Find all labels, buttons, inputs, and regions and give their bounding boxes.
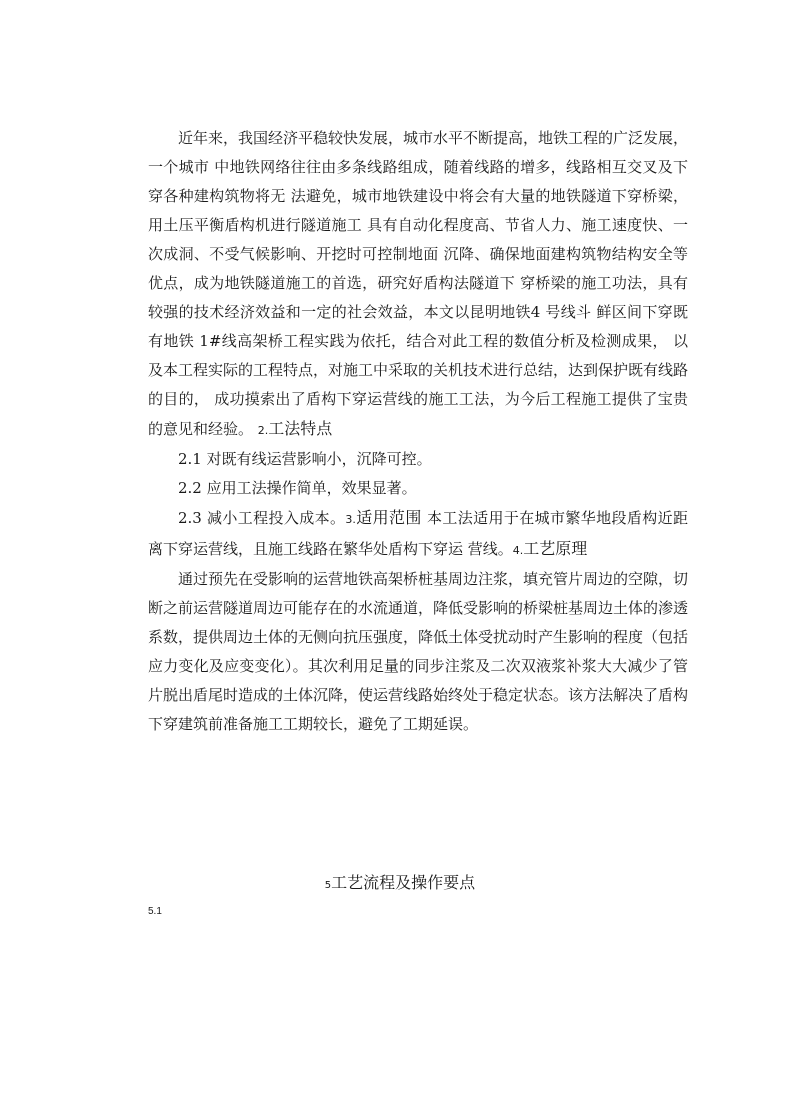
intro-paragraph [148,124,688,445]
item-2-3: 2.3 减小工程投入成本。 [178,509,346,527]
document-body [148,124,688,739]
section-3-heading: 3.适用范围 [345,508,422,527]
item-2-2: 2.2 应用工法操作简单，效果显著。 [178,479,417,497]
item-2-3-paragraph [148,503,688,565]
scope-text: 本工法适用于在城市繁华地段盾构近距离下穿运营线，且施工线路在繁华处盾构下穿运 营线。 [148,509,688,558]
principle-paragraph: 通过预先在受影响的运营地铁高架桥桩基周边注浆，填充管片周边的空隙，切断之前运营隧道周边可能存在的水流通道，降低受影响的桥梁桩基周边土体的渗透系数，提供周边土体的无侧向抗压强度，降低土体受扰动时产生影响的程度（包括应力变化及应变变化）。其次利用足量的同步注浆及二次双液浆补浆大大减少了管片脱出盾尾时造成的土体沉降，使运营线路始终处于稳定状态。该方法解决了盾构下穿建筑前准备施工工期较长，避免了工期延误。 [148,570,689,733]
section-5-heading: 5工艺流程及操作要点 [324,873,476,892]
item-2-1: 2.1 对既有线运营影响小，沉降可控。 [178,450,432,468]
section-4-heading: 4.工艺原理 [512,539,588,558]
section-2-heading: 2.工法特点 [257,419,333,438]
subsection-5-1: 5.1 [148,906,162,917]
intro-text: 近年来，我国经济平稳较快发展，城市水平不断提高，地铁工程的广泛发展，一个城市 中地铁网络往往由多条线路组成，随着线路的增多，线路相互交叉及下穿各种建构筑物将无 法避免，城市地铁建设中将会有大量的地铁隧道下穿桥梁，用土压平衡盾构机进行隧道施工 具有自动化程度高、节省人力、施工速度快、一次成洞、不受气候影响、开挖时可控制地面 沉降、确保地面建构筑物结构安全等优点，成为地铁隧道施工的首选，研究好盾构法隧道下 穿桥梁的施工功法，具有较强的技术经济效益和一定的社会效益，本文以昆明地铁4 号线斗 鲜区间下穿既有地铁 1#线高架桥工程实践为依托，结合对此工程的数值分析及检测成果， 以及本工程实际的工程特点，对施工中采取的关机技术进行总结，达到保护既有线路的目的， 成功摸索出了盾构下穿运营线的施工工法，为今后工程施工提供了宝贵的意见和经验。 [148,129,689,438]
